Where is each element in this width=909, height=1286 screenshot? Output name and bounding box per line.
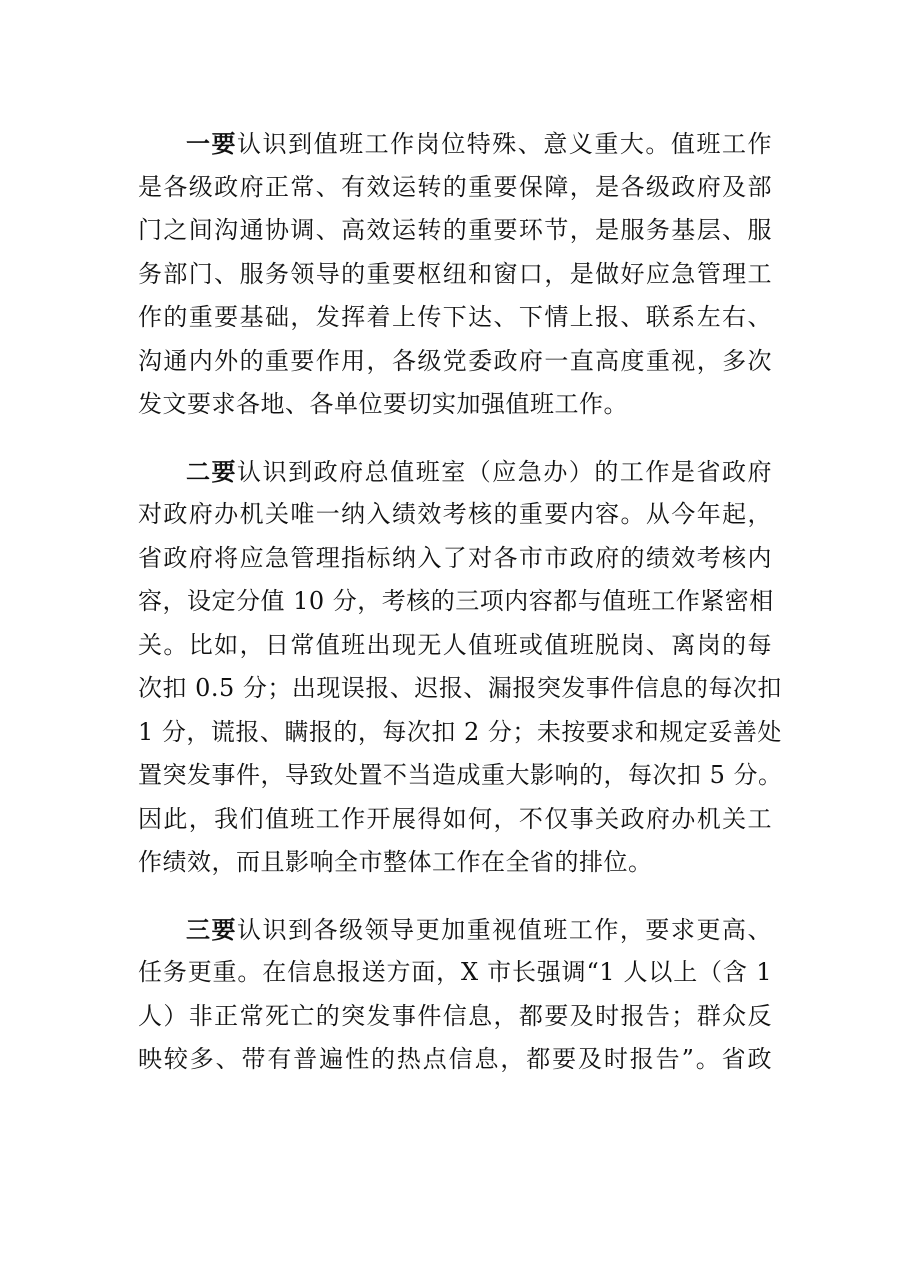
paragraph-line: 容，设定分值 10 分，考核的三项内容都与值班工作紧密相 xyxy=(138,587,774,615)
paragraph-line: 置突发事件，导致处置不当造成重大影响的，每次扣 5 分。 xyxy=(138,761,783,789)
paragraph-lead: 一要 xyxy=(186,129,238,158)
paragraph-line: 务部门、服务领导的重要枢纽和窗口，是做好应急管理工 xyxy=(138,259,772,288)
paragraph-line: 关。比如，日常值班出现无人值班或值班脱岗、离岗的每 xyxy=(138,630,772,659)
paragraph-line: 作的重要基础，发挥着上传下达、下情上报、联系左右、 xyxy=(138,303,772,331)
paragraph-2 xyxy=(138,450,783,885)
paragraph-line: 门之间沟通协调、高效运转的重要环节，是服务基层、服 xyxy=(138,216,772,244)
paragraph-line: 任务更重。在信息报送方面，X 市长强调“1 人以上（含 1 xyxy=(138,958,772,986)
paragraph-line: 二要认识到政府总值班室（应急办）的工作是省政府 xyxy=(186,456,772,486)
paragraph-line: 对政府办机关唯一纳入绩效考核的重要内容。从今年起， xyxy=(138,500,772,528)
document-body xyxy=(138,122,783,1105)
paragraph-line: 省政府将应急管理指标纳入了对各市市政府的绩效考核内 xyxy=(138,543,772,572)
paragraph-line: 次扣 0.5 分；出现误报、迟报、漏报突发事件信息的每次扣 xyxy=(138,674,782,702)
paragraph-line: 作绩效，而且影响全市整体工作在全省的排位。 xyxy=(138,848,653,876)
paragraph-line: 三要认识到各级领导更加重视值班工作，要求更高、 xyxy=(186,914,772,944)
paragraph-1 xyxy=(138,122,772,427)
paragraph-line: 1 分，谎报、瞒报的，每次扣 2 分；未按要求和规定妥善处 xyxy=(138,717,782,746)
paragraph-line: 因此，我们值班工作开展得如何，不仅事关政府办机关工 xyxy=(138,804,772,833)
paragraph-line: 沟通内外的重要作用，各级党委政府一直高度重视，多次 xyxy=(138,346,772,375)
paragraph-line: 一要认识到值班工作岗位特殊、意义重大。值班工作 xyxy=(186,129,772,158)
paragraph-lead: 三要 xyxy=(186,914,238,944)
paragraph-lead: 二要 xyxy=(186,456,238,486)
paragraph-3 xyxy=(138,908,772,1082)
paragraph-line: 发文要求各地、各单位要切实加强值班工作。 xyxy=(138,390,628,418)
paragraph-line: 是各级政府正常、有效运转的重要保障，是各级政府及部 xyxy=(138,172,772,201)
paragraph-line: 人）非正常死亡的突发事件信息，都要及时报告；群众反 xyxy=(138,1001,772,1030)
paragraph-line: 映较多、带有普遍性的热点信息，都要及时报告”。省政 xyxy=(138,1045,772,1073)
